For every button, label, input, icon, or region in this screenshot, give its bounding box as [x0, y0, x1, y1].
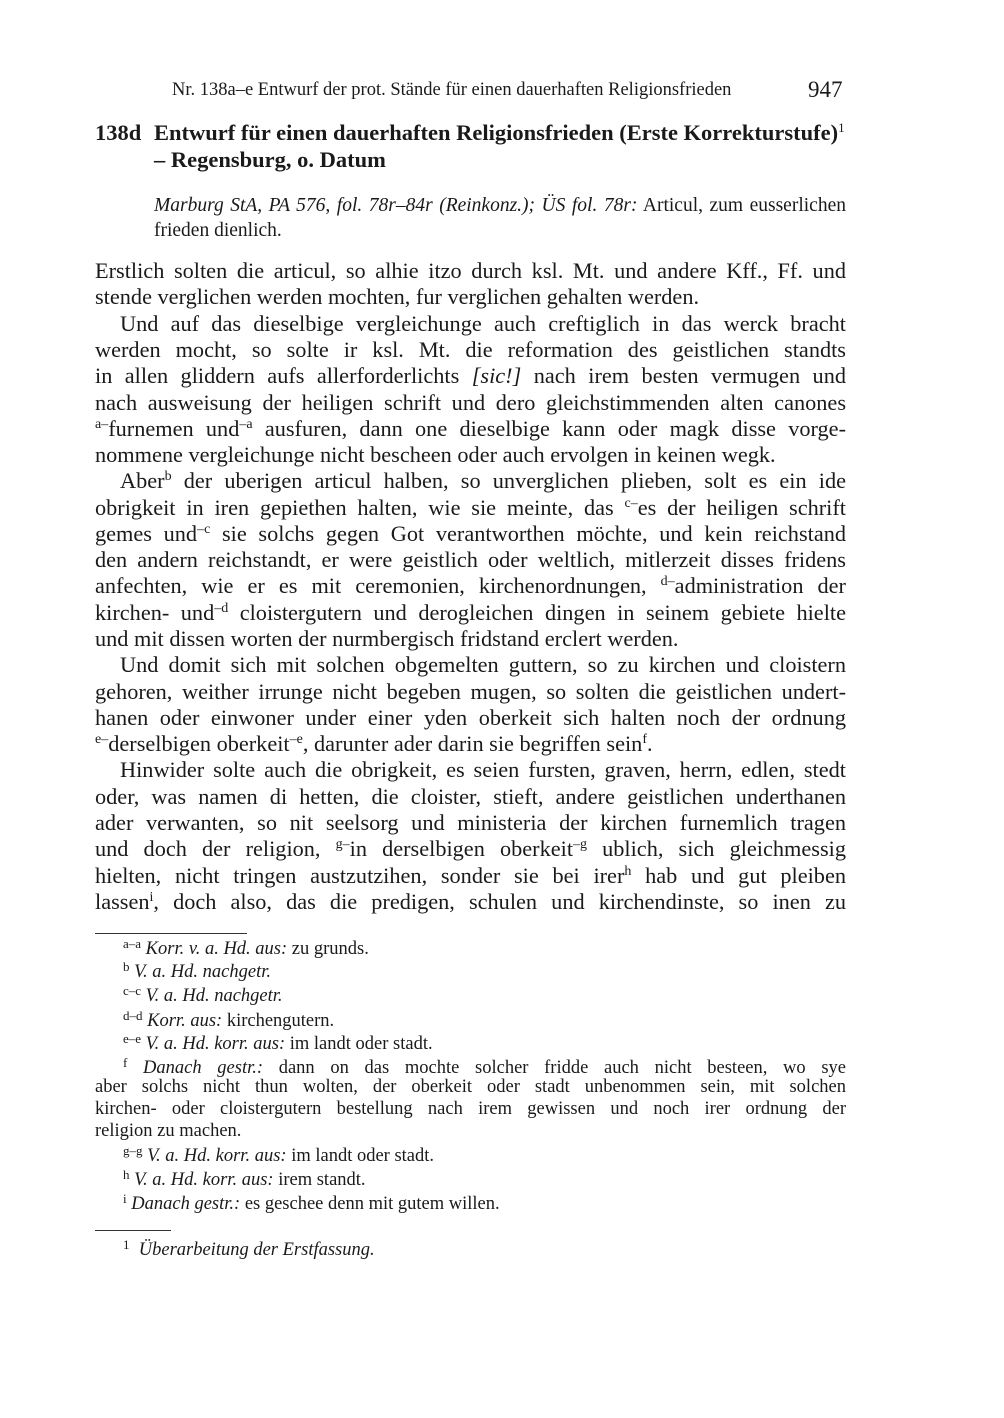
body-line: anfechten, wie er es mit ceremonien, kirchenordnungen, $^{d-}$administration der — [95, 573, 846, 598]
footnote-continuation: kirchen- oder cloistergutern bestellung nach irem gewissen und noch irer ordnung der — [95, 1099, 846, 1119]
endnote-text: Überarbeitung der Erstfassung. — [138, 1240, 375, 1260]
body-line: Erstlich solten die articul, so alhie itzo durch ksl. Mt. und andere Kff., Ff. und — [95, 258, 846, 283]
body-line: und doch der religion, $^{g-}$in derselbigen oberkeit$^{-g}$ ublich, sich gleichmessig — [95, 836, 846, 861]
footnote-continuation: aber solchs nicht thun wolten, der oberkeit oder stadt unbenommen sein, mit solchen — [95, 1077, 846, 1097]
body-line: kirchen- und$^{-d}$ cloistergutern und derogleichen dingen in seinem gebiete hielte — [95, 600, 846, 625]
body-line: nommene vergleichunge nicht bescheen oder auch ervolgen in keinen wegk. — [95, 442, 776, 467]
body-line: obrigkeit in iren gepiethen halten, wie sie meinte, das $^{c-}$es der heiligen schrift — [95, 495, 846, 520]
body-line: hanen oder einwoner under einer yden oberkeit sich halten noch der ordnung — [95, 705, 846, 730]
body-line: gemes und$^{-c}$ sie solchs gegen Got verantworthen möchte, und kein reichstand — [95, 521, 847, 546]
footnote: i Danach gestr.: es geschee denn mit gutem willen. — [123, 1191, 500, 1214]
document-title — [154, 120, 845, 146]
footnote: c–c V. a. Hd. nachgetr. — [123, 983, 283, 1006]
footnote: d–d Korr. aus: kirchengutern. — [123, 1008, 335, 1031]
footnote-continuation: religion zu machen. — [95, 1121, 242, 1141]
footnote: g–g V. a. Hd. korr. aus: im landt oder stadt. — [123, 1143, 435, 1166]
body-line: und mit dissen worten der nurmbergisch fridstand erclert werden. — [95, 626, 679, 651]
endnote-divider — [95, 1230, 171, 1231]
body-line: nach ausweisung der heiligen schrift und dero gleichstimmenden alten canones — [95, 390, 846, 415]
body-line: Und domit sich mit solchen obgemelten guttern, so zu kirchen und cloistern — [120, 652, 846, 677]
title-note-mark: 1 — [838, 120, 845, 135]
body-line: oder, was namen di hetten, die cloister, stieft, andere geistlichen underthanen — [95, 784, 846, 809]
body-line: lassen$^i$, doch also, das die predigen, schulen und kirchendinste, so inen zu — [95, 889, 846, 914]
document-number: 138d — [95, 120, 142, 145]
body-line: gehoren, weither irrunge nicht begeben mugen, so solten die geistlichen undert- — [95, 679, 846, 704]
footnote: h V. a. Hd. korr. aus: irem standt. — [123, 1167, 366, 1190]
endnote-mark: 1 — [123, 1237, 130, 1252]
footnote: b V. a. Hd. nachgetr. — [123, 959, 271, 982]
body-line: stende verglichen werden mochten, fur verglichen gehalten werden. — [95, 284, 700, 309]
body-line: $^{a-}$furnemen und$^{-a}$ ausfuren, dann one dieselbige kann oder magk disse vorge- — [95, 416, 846, 441]
body-line: Und auf das dieselbige vergleichunge auch creftiglich in das werck bracht — [120, 311, 846, 336]
body-line: hielten, nicht tringen austzutzihen, sonder sie bei irer$^h$ hab und gut pleiben — [95, 863, 846, 888]
body-line: Aber$^b$ der uberigen articul halben, so unverglichen plieben, solt es ein ide — [120, 468, 846, 493]
body-line: den andern reichstandt, er were geistlich oder weltlich, mitlerzeit disses fridens — [95, 547, 846, 572]
body-line: ader verwanten, so nit seelsorg und ministeria der kirchen furnemlich tragen — [95, 810, 846, 835]
footnote: f Danach gestr.: dann on das mochte solcher fridde auch nicht besteen, wo sye — [123, 1055, 847, 1078]
document-title-text: Entwurf für einen dauerhaften Religionsfrieden (Erste Korrekturstufe) — [154, 120, 839, 145]
document-place-date: – Regensburg, o. Datum — [154, 147, 386, 172]
body-line: $^{e-}$derselbigen oberkeit$^{-e}$, darunter ader darin sie begriffen sein$^f$. — [95, 731, 653, 756]
footnote-divider — [95, 933, 247, 934]
body-line: werden mocht, so solte ir ksl. Mt. die reformation des geistlichen standts — [95, 337, 846, 362]
endnote — [123, 1237, 846, 1261]
page-number: 947 — [808, 77, 843, 102]
body-line: in allen gliddern aufs allerforderlichts [sic!] nach irem besten vermugen und — [95, 363, 846, 388]
footnote: e–e V. a. Hd. korr. aus: im landt oder stadt. — [123, 1031, 433, 1054]
source-note — [154, 193, 846, 243]
body-line: Hinwider solte auch die obrigkeit, es seien fursten, graven, herrn, edlen, stedt — [120, 757, 846, 782]
running-head: Nr. 138a–e Entwurf der prot. Stände für einen dauerhaften Religionsfrieden — [172, 80, 732, 100]
source-heading: Articul, zum eusserlichen frieden dienlich. — [154, 195, 846, 241]
footnote: a–a Korr. v. a. Hd. aus: zu grunds. — [123, 936, 369, 959]
source-citation: Marburg StA, PA 576, fol. 78r–84r (Reinkonz.); ÜS fol. 78r: — [154, 195, 638, 216]
